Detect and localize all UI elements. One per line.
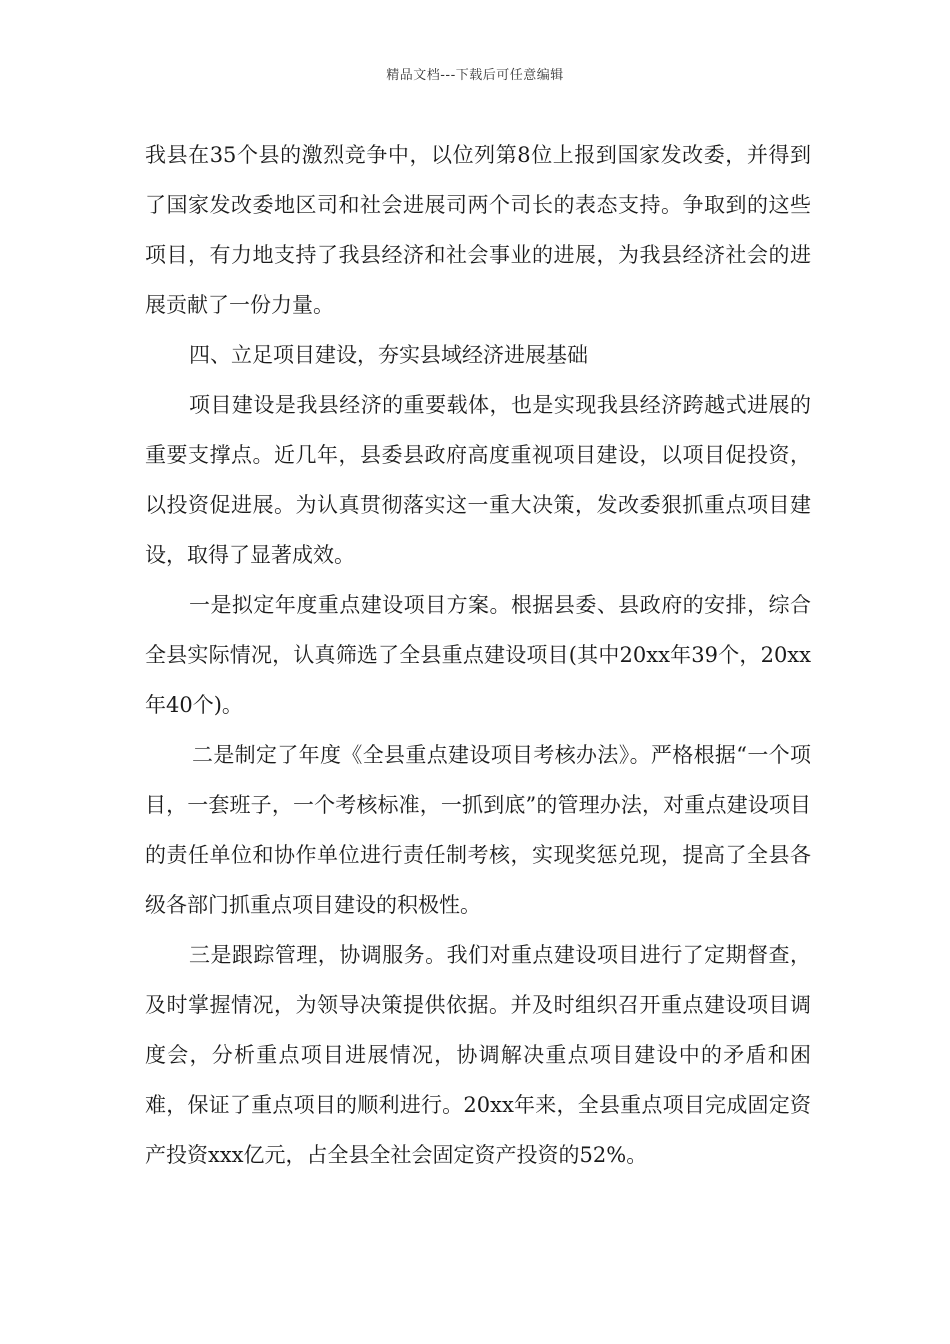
document-body xyxy=(145,130,811,1180)
page-header: 精品文档---下载后可任意编辑 xyxy=(386,68,564,83)
section-heading: 四、立足项目建设，夯实县域经济进展基础 xyxy=(189,343,588,367)
paragraph-point-three: 三是跟踪管理，协调服务。我们对重点建设项目进行了定期督查，及时掌握情况，为领导决策提供依据。并及时组织召开重点建设项目调度会，分析重点项目进展情况，协调解决重点项目建设中的矛盾和困难，保证了重点项目的顺利进行。20xx年来，全县重点项目完成固定资产投资xxx亿元，占全县全社会固定资产投资的52%。 xyxy=(145,943,811,1167)
paragraph-point-one: 一是拟定年度重点建设项目方案。根据县委、县政府的安排，综合全县实际情况，认真筛选了全县重点建设项目(其中20xx年39个，20xx年40个)。 xyxy=(145,593,811,717)
paragraph-point-two: 二是制定了年度《全县重点建设项目考核办法》。严格根据“一个项目，一套班子，一个考核标准，一抓到底”的管理办法，对重点建设项目的责任单位和协作单位进行责任制考核，实现奖惩兑现，提高了全县各级各部门抓重点项目建设的积极性。 xyxy=(145,743,811,917)
paragraph-continuation: 我县在35个县的激烈竞争中，以位列第8位上报到国家发改委，并得到了国家发改委地区司和社会进展司两个司长的表态支持。争取到的这些项目，有力地支持了我县经济和社会事业的进展，为我县经济社会的进展贡献了一份力量。 xyxy=(145,143,811,317)
paragraph-project-overview: 项目建设是我县经济的重要载体，也是实现我县经济跨越式进展的重要支撑点。近几年，县委县政府高度重视项目建设，以项目促投资，以投资促进展。为认真贯彻落实这一重大决策，发改委狠抓重点项目建设，取得了显著成效。 xyxy=(145,393,811,567)
